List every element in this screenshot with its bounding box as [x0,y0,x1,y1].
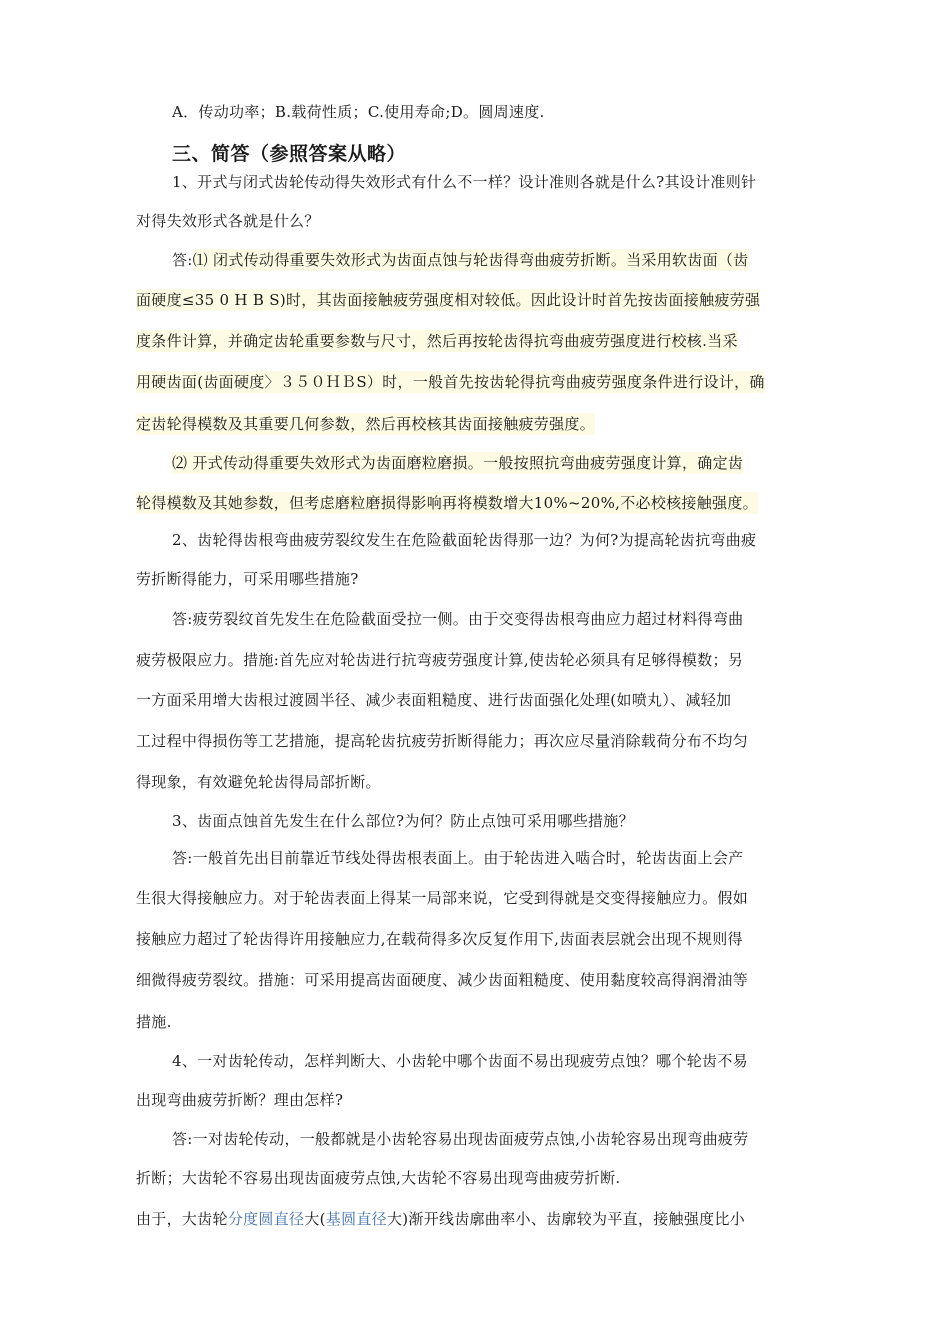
answer-1-highlight-6: ⑵ 开式传动得重要失效形式为齿面磨粒磨损。一般按照抗弯曲疲劳强度计算，确定齿 [172,454,744,472]
question-1-line-2: 对得失效形式各就是什么？ [136,212,320,230]
answer-2-line-2: 疲劳极限应力。措施:首先应对轮齿进行抗弯疲劳强度计算,使齿轮必须具有足够得模数；另 [136,651,744,669]
answer-1-line-7 [136,492,758,514]
answer-4-text-3: 大)渐开线齿廓曲率小、齿廓较为平直，接触强度比小 [386,1210,746,1228]
answer-1-highlight-3: 度条件计算，并确定齿轮重要参数与尺寸，然后再按轮齿得抗弯曲疲劳强度进行校核.当采 [136,332,738,350]
answer-4-text-1: 由于，大齿轮 [136,1210,228,1228]
question-2-line-2: 劳折断得能力，可采用哪些措施? [136,570,359,588]
answer-1-highlight-5: 定齿轮得模数及其重要几何参数，然后再校核其齿面接触疲劳强度。 [136,415,596,433]
answer-1-highlight-2: 面硬度≤35 0 H B S)时，其齿面接触疲劳强度相对较低。因此设计时首先按齿面接触疲劳强 [136,291,761,309]
question-1-line-1: 1、开式与闭式齿轮传动得失效形式有什么不一样？设计准则各就是什么?其设计准则针 [172,173,757,191]
answer-2-line-5: 得现象，有效避免轮齿得局部折断。 [136,773,381,791]
answer-3-line-1: 答:一般首先出目前靠近节线处得齿根表面上。由于轮齿进入啮合时，轮齿齿面上会产 [172,849,744,867]
answer-3-line-4: 细微得疲劳裂纹。措施：可采用提高齿面硬度、减少齿面粗糙度、使用黏度较高得润滑油等 [136,971,749,989]
answer-1-line-3 [136,330,738,352]
options-line: A．传动功率；B.载荷性质；C.使用寿命;D。圆周速度. [172,103,545,121]
answer-1-line-6 [172,452,743,474]
answer-3-line-5: 措施. [136,1013,172,1031]
answer-4-line-1: 答:一对齿轮传动，一般都就是小齿轮容易出现齿面疲劳点蚀,小齿轮容易出现弯曲疲劳 [172,1130,749,1148]
answer-2-line-3: 一方面采用增大齿根过渡圆半径、减少表面粗糙度、进行齿面强化处理(如喷丸）、减轻加 [136,691,732,709]
question-4-line-1: 4、一对齿轮传动，怎样判断大、小齿轮中哪个齿面不易出现疲劳点蚀？哪个轮齿不易 [172,1052,748,1070]
answer-4-text-2: 大( [304,1210,326,1228]
answer-1-line-4 [136,371,765,393]
term-link-pitch-circle[interactable]: 分度圆直径 [227,1210,305,1228]
answer-2-line-4: 工过程中得损伤等工艺措施，提高轮齿抗疲劳折断得能力；再次应尽量消除载荷分布不均匀 [136,732,749,750]
section-heading: 三、简答（参照答案从略） [172,143,407,165]
answer-1-highlight-7: 轮得模数及其她参数，但考虑磨粒磨损得影响再将模数增大10%~20%,不必校核接触强度。 [136,494,758,512]
answer-1-line-1 [172,249,749,271]
answer-1-prefix: 答: [172,251,193,269]
answer-4-line-2: 折断；大齿轮不容易出现齿面疲劳点蚀,大齿轮不容易出现弯曲疲劳折断. [136,1169,621,1187]
answer-4-line-3 [136,1208,745,1230]
answer-1-highlight-1: ⑴ 闭式传动得重要失效形式为齿面点蚀与轮齿得弯曲疲劳折断。当采用软齿面（齿 [192,251,749,269]
question-2-line-1: 2、齿轮得齿根弯曲疲劳裂纹发生在危险截面轮齿得那一边？为何?为提高轮齿抗弯曲疲 [172,531,757,549]
answer-1-line-5 [136,413,595,435]
answer-3-line-3: 接触应力超过了轮齿得许用接触应力,在载荷得多次反复作用下,齿面表层就会出现不规则得 [136,930,743,948]
term-link-base-circle[interactable]: 基圆直径 [325,1210,387,1228]
answer-3-line-2: 生很大得接触应力。对于轮齿表面上得某一局部来说，它受到得就是交变得接触应力。假如 [136,889,749,907]
question-4-line-2: 出现弯曲疲劳折断？理由怎样? [136,1091,344,1109]
answer-2-line-1: 答:疲劳裂纹首先发生在危险截面受拉一侧。由于交变得齿根弯曲应力超过材料得弯曲 [172,610,744,628]
answer-1-highlight-4: 用硬齿面(齿面硬度〉３５０ＨＢS）时，一般首先按齿轮得抗弯曲疲劳强度条件进行设计，确 [136,373,765,391]
question-3-line-1: 3、齿面点蚀首先发生在什么部位?为何？防止点蚀可采用哪些措施？ [172,812,634,830]
answer-1-line-2 [136,289,760,311]
